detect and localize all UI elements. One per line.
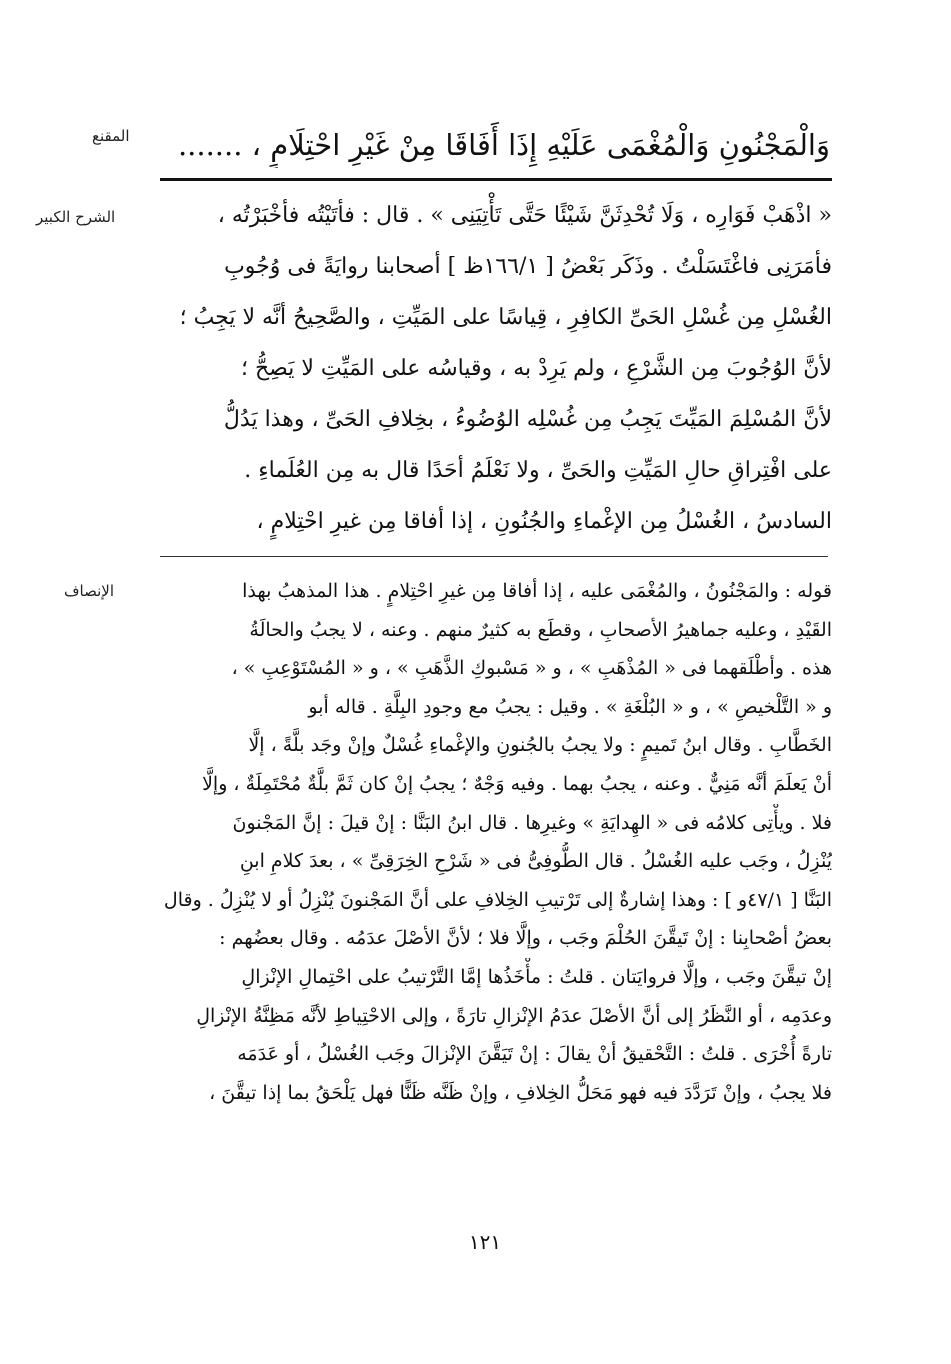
insaf-line: القَيْدِ ، وعليه جماهيرُ الأصحابِ ، وقطَع به كثيرٌ منهم . وعنه ، لا يجبُ والحالَةُ	[249, 618, 832, 641]
insaf-line: و « التَّلْخيصِ » ، و « البُلْغَةِ » . وقيل : يجبُ مع وجودِ البِلَّةِ . قاله أبو	[308, 695, 832, 718]
insaf-line: الخَطَّابِ . وقال ابنُ تَميمٍ : ولا يجبُ بالجُنونِ والإغْماءِ غُسْلٌ وإنْ وجَد بلَّةً ، إلَّا	[248, 734, 832, 757]
insaf-line: بعضُ أصْحابِنا : إنْ تَيقَّنَ الحُلْمَ وجَب ، وإلَّا فلا ؛ لأنَّ الأصْلَ عدَمُه . وقال بعضُهم :	[219, 927, 832, 950]
insaf-line: فلا يجبُ ، وإنْ تَرَدَّدَ فيه فهو مَحَلُّ الخِلافِ ، وإنْ ظَنَّه ظَنًّا فهل يَلْحَقُ بما إذا تيقَّنَ ،	[209, 1081, 832, 1104]
sharh-line: لأنَّ الوُجُوبَ مِن الشَّرْعِ ، ولم يَرِدْ به ، وقياسُه على المَيِّتِ لا يَصِحُّ ؛	[240, 356, 832, 381]
section-divider	[160, 556, 828, 557]
insaf-line: هذه . وأطْلَقهما فى « المُذْهَبِ » ، و « مَسْبوكِ الذَّهَبِ » ، و « المُسْتَوْعِبِ » ،	[231, 657, 832, 680]
sharh-line: الغُسْلِ مِن غُسْلِ الحَىِّ الكافِرِ ، قِياسًا على المَيِّتِ ، والصَّحِيحُ أنَّه لا يَجِبُ ؛	[179, 305, 832, 330]
insaf-side-label: الإنصاف	[64, 582, 115, 600]
insaf-line: يُنْزِلُ ، وجَب عليه الغُسْلُ . قال الطُّوفِىُّ فى « شَرْحِ الخِرَقِىِّ » ، بعدَ كلامِ ابنِ	[239, 850, 832, 873]
muqni-text: وَالْمَجْنُونِ وَالْمُغْمَى عَلَيْهِ إِذَا أَفَاقَا مِنْ غَيْرِ احْتِلَامٍ ، .......	[177, 128, 830, 162]
insaf-line: وعدَمِه ، أو النَّظَرُ إلى أنَّ الأصْلَ عدَمُ الإنْزالِ تارَةً ، وإلى الاحْتِياطِ لأنَّه مَظِنَّةُ الإنْزالِ	[196, 1004, 832, 1027]
sharh-line: فأمَرَنِى فاغْتَسَلْتُ . وذَكَر بَعْضُ [ ١٦٦/١ظ ] أصحابنا روايَةً فى وُجُوبِ	[224, 254, 832, 279]
muqni-side-label: المقنع	[92, 127, 130, 145]
insaf-line: فلا . ويأْتِى كلامُه فى « الهِدايَةِ » وغيرِها . قال ابنُ البَنَّا : إنْ قيلَ : إنَّ المَجْنونَ	[232, 811, 832, 834]
sharh-block	[158, 190, 832, 547]
muqni-divider	[160, 178, 832, 181]
insaf-block	[158, 572, 832, 1112]
insaf-line: البَنَّا [ ٤٧/١و ] : وهذا إشارةٌ إلى تَرْتيبِ الخِلافِ على أنَّ المَجْنونَ يُنْزِلُ أو لا يُنْزِلُ . وقال	[163, 888, 832, 911]
insaf-line: أنْ يَعلَمَ أنَّه مَنِيٌّ . وعنه ، يجبُ بهما . وفيه وَجْهٌ ؛ يجبُ إنْ كان ثَمَّ بلَّةٌ مُحْتَمِلَةٌ ، وإلَّا	[202, 772, 832, 795]
sharh-line: على افْتِراقِ حالِ المَيِّتِ والحَىِّ ، ولا نَعْلَمُ أحَدًا قال به مِن العُلَماءِ .	[244, 458, 832, 483]
insaf-line: تارةً أُخْرَى . قلتُ : التَّحْقيقُ أنْ يقالَ : إنْ تَيَقَّنَ الإنْزالَ وجَب الغُسْلُ ، أو عَدَمَه	[237, 1043, 832, 1066]
insaf-line: إنْ تيقَّنَ وجَب ، وإلَّا فروايَتان . قلتُ : مأْخَذُها إمَّا التَّرْتيبُ على احْتِمالِ الإنْزالِ	[241, 965, 832, 988]
sharh-side-label: الشرح الكبير	[36, 208, 116, 226]
insaf-line: قوله : والمَجْنُونُ ، والمُغْمَى عليه ، إذا أفاقا مِن غيرِ احْتِلامٍ . هذا المذهبُ بهذا	[242, 580, 832, 602]
sharh-line: « اذْهَبْ فَوَارِه ، وَلَا تُحْدِثَنَّ شَيْئًا حَتَّى تَأْتِيَنِى » . قال : فأتَيْتُه فأخْبَرْتُه ،	[217, 203, 832, 228]
page-number: ١٢١	[468, 1230, 502, 1254]
sharh-line: السادسُ ، الغُسْلُ مِن الإغْماءِ والجُنُونِ ، إذا أفاقا مِن غيرِ احْتِلامٍ ،	[256, 509, 832, 534]
sharh-line: لأنَّ المُسْلِمَ المَيِّتَ يَجِبُ مِن غُسْلِه الوُضُوءُ ، بخِلافِ الحَىِّ ، وهذا يَدُلُّ	[223, 407, 832, 432]
